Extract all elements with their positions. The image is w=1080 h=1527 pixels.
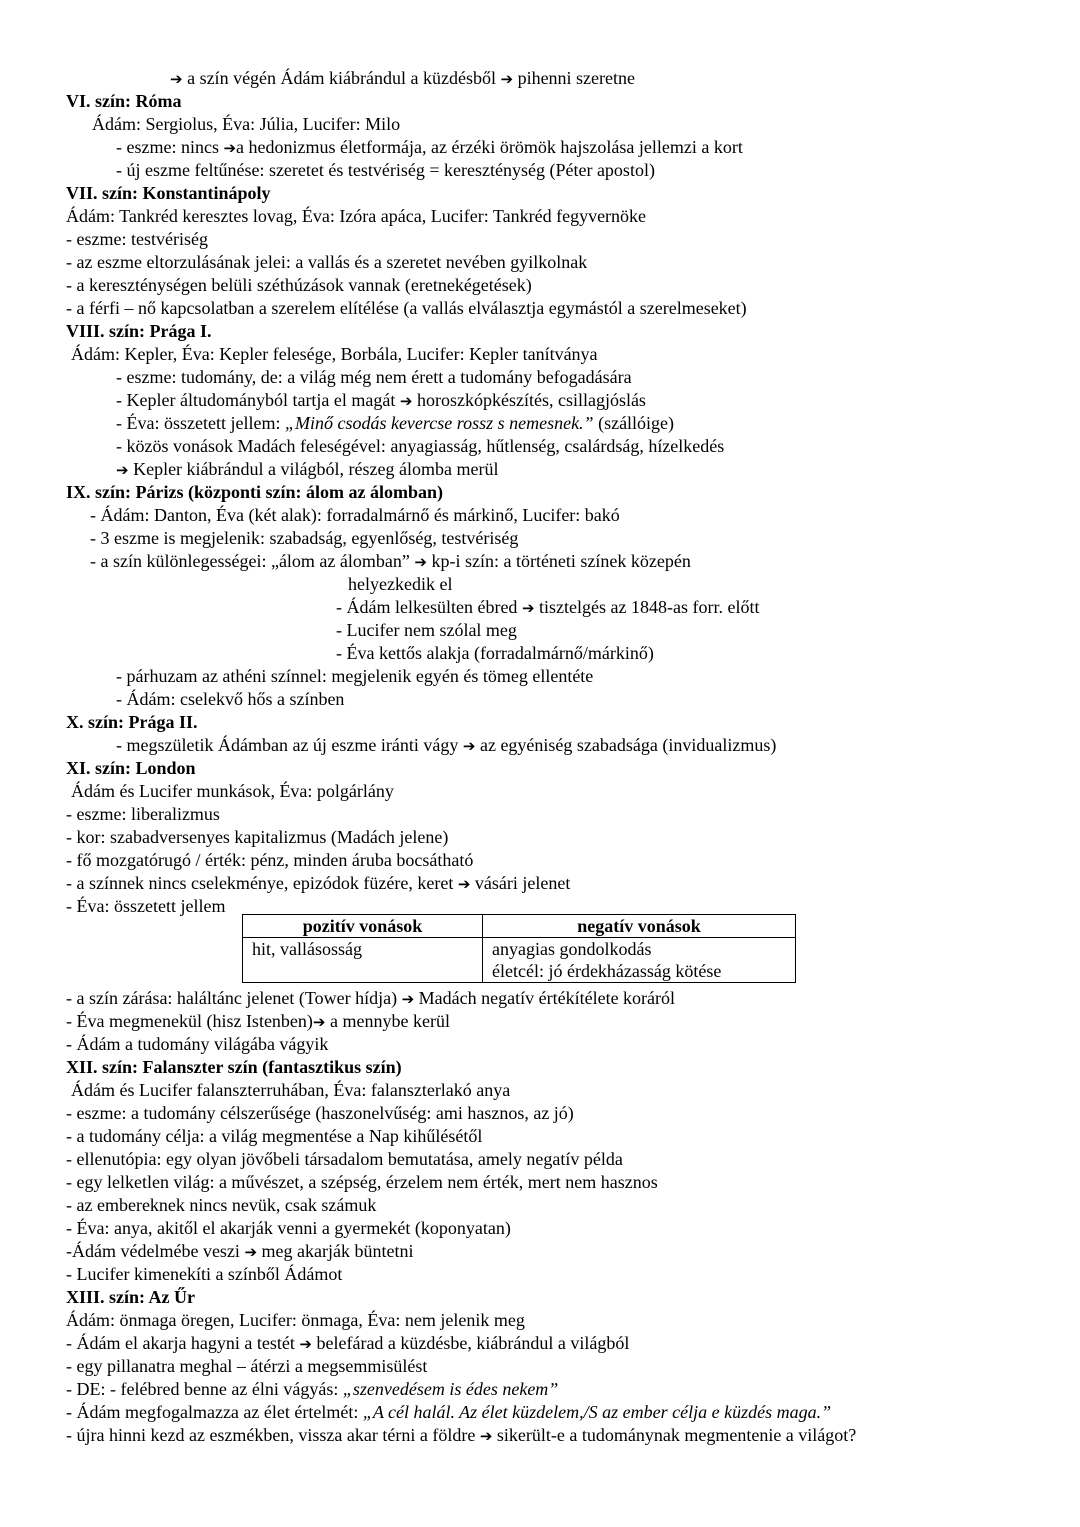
text-line: - Éva kettős alakja (forradalmárnő/márkinő) — [336, 643, 654, 663]
arrow-icon: ➔ — [312, 1013, 326, 1031]
text-line: - eszme: a tudomány célszerűsége (haszonelvűség: ami hasznos, az jó) — [66, 1103, 574, 1123]
arrow-icon: ➔ — [521, 599, 535, 617]
table-cell: hit, vallásosság — [243, 938, 483, 983]
traits-table — [242, 914, 796, 983]
arrow-icon: ➔ — [399, 392, 413, 410]
text-line: - a szín különlegességei: „álom az álomban” ➔ kp-i szín: a történeti színek közepén — [90, 551, 691, 571]
arrow-icon: ➔ — [116, 461, 129, 479]
text-line: - az embereknek nincs nevük, csak számuk — [66, 1195, 377, 1215]
text-line: - újra hinni kezd az eszmékben, vissza akar térni a földre ➔ sikerült-e a tudománynak megmentenie a világot? — [66, 1425, 857, 1445]
arrow-icon: ➔ — [462, 737, 476, 755]
text-line: helyezkedik el — [348, 574, 453, 594]
text-line: - Ádám a tudomány világába vágyik — [66, 1034, 329, 1054]
text-line: - a szín zárása: haláltánc jelenet (Tower hídja) ➔ Madách negatív értékítélete koráról — [66, 988, 676, 1008]
arrow-icon: ➔ — [244, 1243, 258, 1261]
text-line: ➔ a szín végén Ádám kiábrándul a küzdésből ➔ pihenni szeretne — [170, 68, 636, 88]
text-line: - egy pillanatra meghal – átérzi a megsemmisülést — [66, 1356, 428, 1376]
text-line: - Éva: anya, akitől el akarják venni a gyermekét (koponyatan) — [66, 1218, 511, 1238]
text-line: - Ádám lelkesülten ébred ➔ tisztelgés az 1848-as forr. előtt — [336, 597, 760, 617]
arrow-icon: ➔ — [170, 70, 183, 88]
text-line: - fő mozgatórugó / érték: pénz, minden áruba bocsátható — [66, 850, 474, 870]
text-line: Ádám és Lucifer munkások, Éva: polgárlány — [71, 781, 394, 801]
scene-heading: XI. szín: London — [66, 758, 196, 778]
text-line: - kor: szabadversenyes kapitalizmus (Madách jelene) — [66, 827, 449, 847]
scene-heading: VI. szín: Róma — [66, 91, 182, 111]
quote: „Minő csodás kevercse rossz s nemesnek.” — [284, 413, 594, 433]
text-line: - Ádám: Danton, Éva (két alak): forradalmárnő és márkinő, Lucifer: bakó — [90, 505, 620, 525]
text-line: Ádám: Sergiolus, Éva: Júlia, Lucifer: Milo — [92, 114, 401, 134]
text-line: - párhuzam az athéni színnel: megjelenik egyén és tömeg ellentéte — [116, 666, 594, 686]
text-line: - új eszme feltűnése: szeretet és testvériség = kereszténység (Péter apostol) — [116, 160, 655, 180]
text-line: Ádám: önmaga öregen, Lucifer: önmaga, Éva: nem jelenik meg — [66, 1310, 525, 1330]
table-cell: anyagias gondolkodás életcél: jó érdekházasság kötése — [483, 938, 796, 983]
scene-heading: XII. szín: Falanszter szín (fantasztikus szín) — [66, 1057, 402, 1077]
text-line: - Kepler áltudományból tartja el magát ➔ horoszkópkészítés, csillagjóslás — [116, 390, 646, 410]
text-line: - a kereszténységen belüli széthúzások vannak (eretnekégetések) — [66, 275, 532, 295]
text-line: - ellenutópia: egy olyan jövőbeli társadalom bemutatása, amely negatív példa — [66, 1149, 623, 1169]
table-row — [243, 938, 796, 983]
arrow-icon: ➔ — [414, 553, 427, 571]
scene-heading: X. szín: Prága II. — [66, 712, 198, 732]
scene-heading: VII. szín: Konstantinápoly — [66, 183, 271, 203]
text-line: - Ádám megfogalmazza az élet értelmét: „A cél halál. Az élet küzdelem,/S az ember célja e küzdés maga.” — [66, 1402, 832, 1422]
column-header: negatív vonások — [483, 915, 796, 938]
text-line: - Éva: összetett jellem: „Minő csodás kevercse rossz s nemesnek.” (szállóige) — [116, 413, 675, 433]
text-line: ➔ Kepler kiábrándul a világból, részeg álomba merül — [116, 459, 499, 479]
text-line: - eszme: liberalizmus — [66, 804, 220, 824]
text-line: - Ádám: cselekvő hős a színben — [116, 689, 345, 709]
text-line: - eszme: nincs ➔a hedonizmus életformája, az érzéki örömök hajszolása jellemzi a kort — [116, 137, 743, 157]
scene-heading: IX. szín: Párizs (központi szín: álom az álomban) — [66, 482, 443, 502]
text-line: - eszme: testvériség — [66, 229, 208, 249]
text-line: - a tudomány célja: a világ megmentése a Nap kihűlésétől — [66, 1126, 483, 1146]
quote: „A cél halál. Az élet küzdelem,/S az ember célja e küzdés maga.” — [362, 1402, 832, 1422]
arrow-icon: ➔ — [299, 1335, 312, 1353]
scene-heading: XIII. szín: Az Űr — [66, 1287, 195, 1307]
column-header: pozitív vonások — [243, 915, 483, 938]
arrow-icon: ➔ — [500, 70, 514, 88]
text-line: - egy lelketlen világ: a művészet, a szépség, érzelem nem érték, mert nem hasznos — [66, 1172, 658, 1192]
text-line: -Ádám védelmébe veszi ➔ meg akarják büntetni — [66, 1241, 414, 1261]
arrow-icon: ➔ — [401, 990, 415, 1008]
text-line: - megszületik Ádámban az új eszme iránti vágy ➔ az egyéniség szabadsága (invidualizmus) — [116, 735, 777, 755]
text-line: Ádám: Kepler, Éva: Kepler felesége, Borbála, Lucifer: Kepler tanítványa — [71, 344, 598, 364]
text-line: - Lucifer kimenekíti a színből Ádámot — [66, 1264, 343, 1284]
text-line: - Éva megmenekül (hisz Istenben)➔ a mennybe kerül — [66, 1011, 450, 1031]
table-header-row — [243, 915, 796, 938]
text-line: - 3 eszme is megjelenik: szabadság, egyenlőség, testvériség — [90, 528, 519, 548]
text-line: - DE: - felébred benne az élni vágyás: „szenvedésem is édes nekem” — [66, 1379, 559, 1399]
text-line: Ádám: Tankréd keresztes lovag, Éva: Izóra apáca, Lucifer: Tankréd fegyvernöke — [66, 206, 647, 226]
text-line: - közös vonások Madách feleségével: anyagiasság, hűtlenség, csalárdság, hízelkedés — [116, 436, 725, 456]
text-line: - az eszme eltorzulásának jelei: a vallás és a szeretet nevében gyilkolnak — [66, 252, 588, 272]
text-line: Ádám és Lucifer falanszterruhában, Éva: falanszterlakó anya — [71, 1080, 511, 1100]
text-line: - Lucifer nem szólal meg — [336, 620, 517, 640]
arrow-icon: ➔ — [479, 1427, 493, 1445]
arrow-icon: ➔ — [457, 875, 471, 893]
text-line: - a férfi – nő kapcsolatban a szerelem elítélése (a vallás elválasztja egymástól a szerelmeseket) — [66, 298, 747, 318]
quote: „szenvedésem is édes nekem” — [342, 1379, 559, 1399]
scene-heading: VIII. szín: Prága I. — [66, 321, 212, 341]
text-line: - eszme: tudomány, de: a világ még nem érett a tudomány befogadására — [116, 367, 632, 387]
text-line: - a színnek nincs cselekménye, epizódok füzére, keret ➔ vásári jelenet — [66, 873, 571, 893]
text-line: - Ádám el akarja hagyni a testét ➔ belefárad a küzdésbe, kiábrándul a világból — [66, 1333, 630, 1353]
arrow-icon: ➔ — [223, 139, 237, 157]
text-line: - Éva: összetett jellem — [66, 896, 226, 916]
